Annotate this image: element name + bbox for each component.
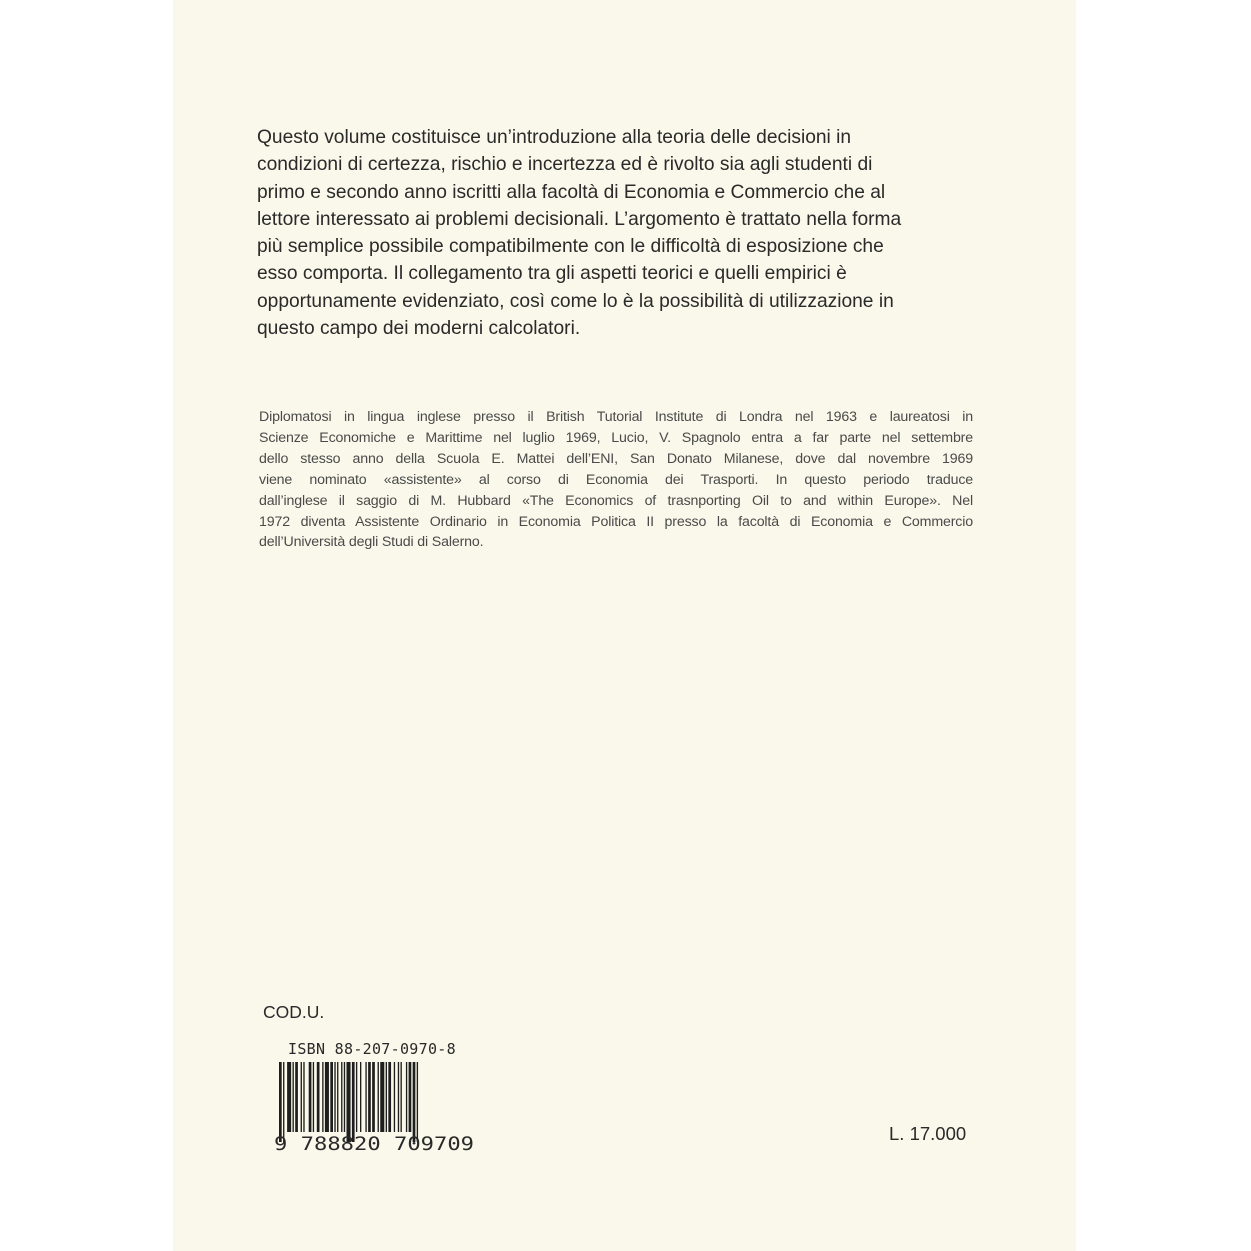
description-line: opportunamente evidenziato, così come lo è la possibilità di utilizzazione in (257, 290, 894, 312)
description-line: Questo volume costituisce un’introduzione alla teoria delle decisioni in (257, 127, 852, 148)
barcode-bar (344, 1062, 345, 1132)
barcode-bars (279, 1062, 418, 1142)
description-line: esso comporta. Il collegamento tra gli aspetti teorici e quelli empirici è (257, 263, 847, 285)
description-line: più semplice possibile compatibilmente con le difficoltà di esposizione che (257, 236, 884, 258)
barcode-bar (401, 1062, 402, 1132)
barcode-bar (309, 1062, 312, 1132)
barcode-bar (378, 1062, 379, 1132)
description-line: lettore interessato ai problemi decisionali. L’argomento è trattato nella forma (257, 208, 902, 230)
book-description (257, 124, 972, 342)
cod-code: COD.U. (263, 1002, 325, 1022)
bio-line: dall’inglese il saggio di M. Hubbard «The Economics of trasnporting Oil to and within Europe». Nel (259, 492, 973, 509)
price: L. 17.000 (889, 1123, 967, 1144)
barcode-bar (388, 1062, 391, 1132)
barcode-bar (325, 1062, 329, 1132)
barcode-bar (313, 1062, 314, 1132)
barcode-bar (368, 1062, 371, 1132)
barcode-digits: 9 788820 709709 (274, 1133, 474, 1154)
barcode-bar (380, 1062, 384, 1132)
barcode-bar (279, 1062, 282, 1142)
bio-line: viene nominato «assistente» al corso di Economia dei Trasporti. In questo periodo traduce (259, 471, 973, 488)
barcode-bar (398, 1062, 399, 1132)
barcode-bar (287, 1062, 291, 1132)
barcode-bar (301, 1062, 302, 1132)
bio-line: dello stesso anno della Scuola E. Mattei dell’ENI, San Donato Milanese, dove dal novembre 1969 (259, 450, 973, 467)
bio-line: 1972 diventa Assistente Ordinario in Economia Politica II presso la facoltà di Economia e Commercio (259, 513, 973, 530)
back-cover (173, 0, 1076, 1251)
barcode-bar (347, 1062, 351, 1142)
barcode-bar (372, 1062, 375, 1132)
author-bio (259, 407, 973, 553)
barcode-bar (360, 1062, 361, 1132)
bio-line: Diplomatosi in lingua inglese presso il British Tutorial Institute di Londra nel 1963 e laureatosi in (259, 409, 973, 425)
bio-line: Scienze Economiche e Marittime nel luglio 1969, Lucio, V. Spagnolo entra a far parte nel settembre (259, 429, 973, 446)
description-line: condizioni di certezza, rischio e incertezza ed è rivolto sia agli studenti di (257, 154, 873, 176)
barcode-bar (295, 1062, 298, 1132)
barcode-bar (293, 1062, 294, 1132)
barcode-bar (317, 1062, 320, 1132)
barcode-bar (417, 1062, 418, 1142)
barcode-bar (365, 1062, 366, 1132)
barcode-bar (283, 1062, 284, 1142)
barcode-bar (341, 1062, 342, 1132)
description-line: questo campo dei moderni calcolatori. (257, 318, 581, 340)
barcode-bar (352, 1062, 355, 1142)
bio-line: dell’Università degli Studi di Salerno. (259, 534, 484, 551)
barcode-bar (409, 1062, 412, 1132)
isbn-label: ISBN 88-207-0970-8 (288, 1040, 456, 1058)
barcode-bar (413, 1062, 416, 1142)
barcode-bar (330, 1062, 333, 1132)
barcode-bar (322, 1062, 323, 1132)
description-line: primo e secondo anno iscritti alla facoltà di Economia e Commercio che al (257, 181, 886, 203)
barcode (269, 1062, 479, 1154)
barcode-bar (337, 1062, 338, 1132)
barcode-bar (406, 1062, 407, 1132)
barcode-bar (386, 1062, 387, 1132)
barcode-bar (303, 1062, 304, 1132)
barcode-bar (394, 1062, 395, 1132)
barcode-bar (356, 1062, 357, 1132)
barcode-bar (334, 1062, 335, 1132)
